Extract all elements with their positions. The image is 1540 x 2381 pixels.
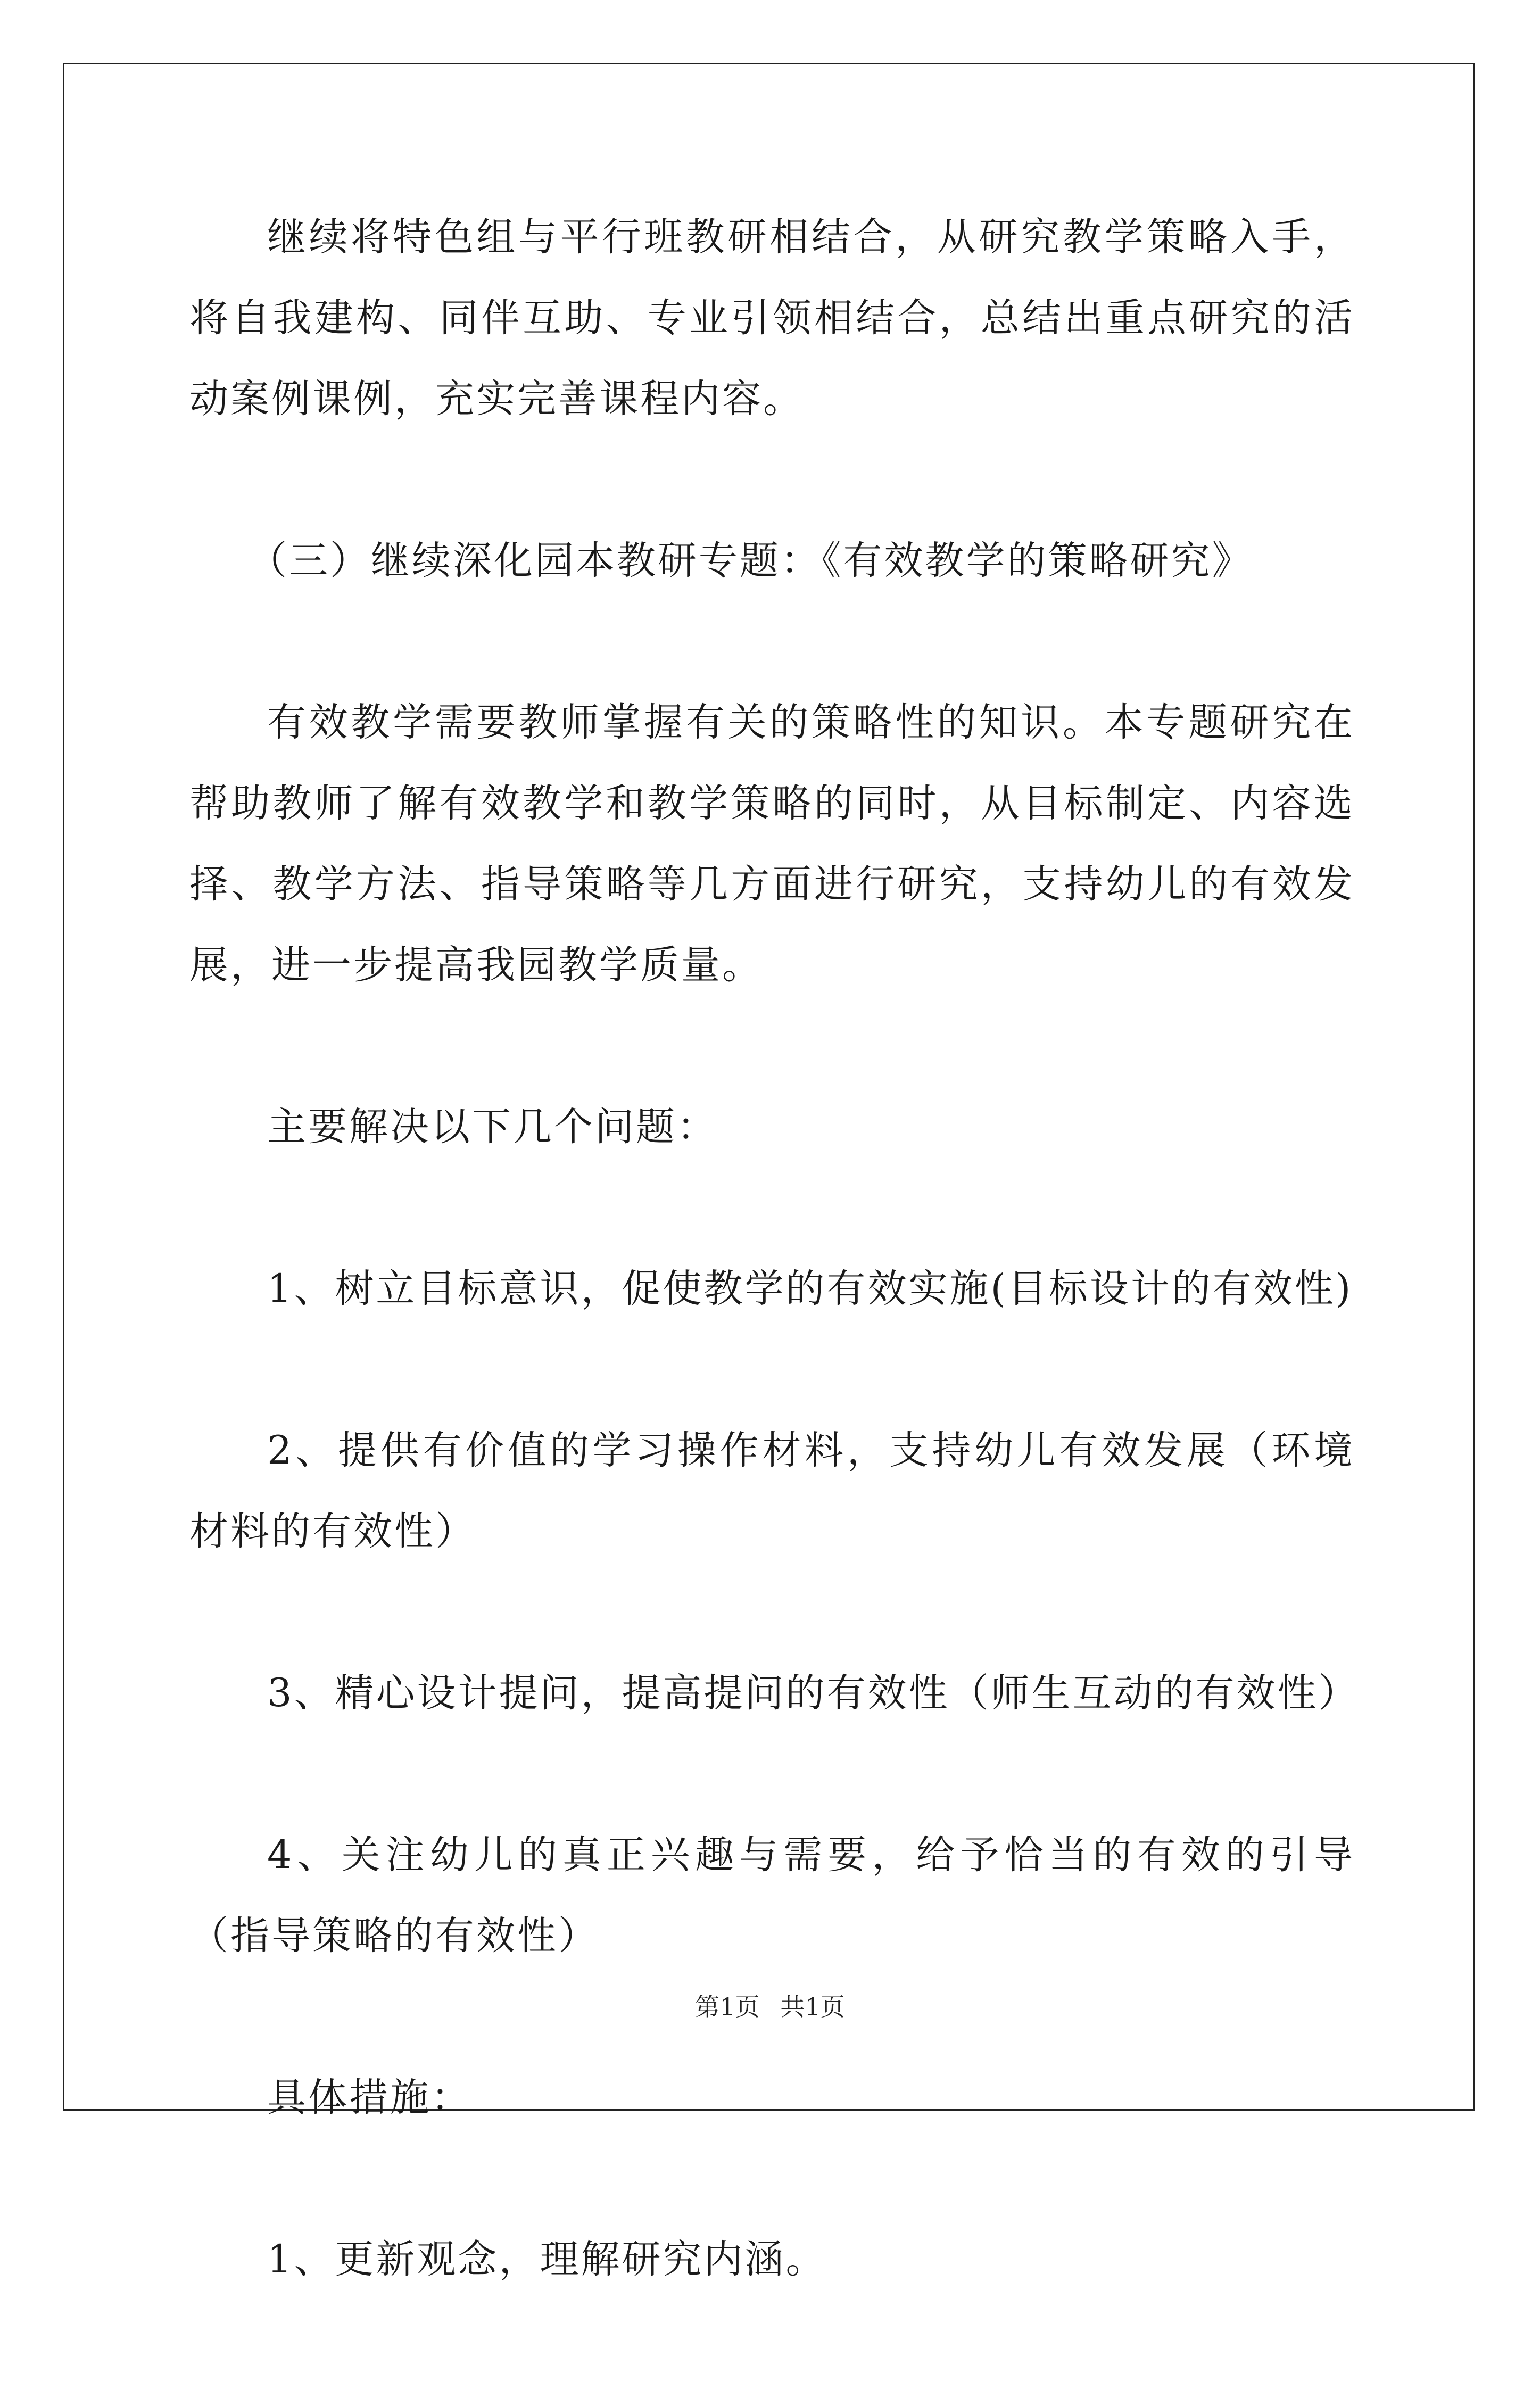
paragraph: 有效教学需要教师掌握有关的策略性的知识。本专题研究在帮助教师了解有效教学和教学策略的同时，从目标制定、内容选择、教学方法、指导策略等几方面进行研究，支持幼儿的有效发展，进一步提高我园教学质量。 bbox=[189, 700, 1355, 988]
list-item: 1、树立目标意识，促使教学的有效实施(目标设计的有效性) bbox=[267, 1266, 1353, 1311]
document-body bbox=[189, 197, 1360, 2381]
paragraph: 具体措施： bbox=[267, 2075, 472, 2120]
list-item: 3、精心设计提问，提高提问的有效性（师生互动的有效性） bbox=[267, 1671, 1360, 1716]
paragraph: 继续将特色组与平行班教研相结合，从研究教学策略入手，将自我建构、同伴互助、专业引领相结合，总结出重点研究的活动案例课例，充实完善课程内容。 bbox=[189, 214, 1355, 421]
paragraph: 主要解决以下几个问题： bbox=[267, 1104, 718, 1150]
page-footer bbox=[0, 1988, 1540, 2023]
page-total: 共1页 bbox=[780, 1993, 845, 2021]
list-item: 2、提供有价值的学习操作材料，支持幼儿有效发展（环境材料的有效性） bbox=[189, 1428, 1355, 1554]
list-item: 4、关注幼儿的真正兴趣与需要，给予恰当的有效的引导（指导策略的有效性） bbox=[189, 1832, 1355, 1958]
list-item: 1、更新观念，理解研究内涵。 bbox=[267, 2237, 827, 2282]
page-number: 第1页 bbox=[695, 1993, 760, 2021]
section-heading: （三）继续深化园本教研专题：《有效教学的策略研究》 bbox=[248, 538, 1253, 583]
